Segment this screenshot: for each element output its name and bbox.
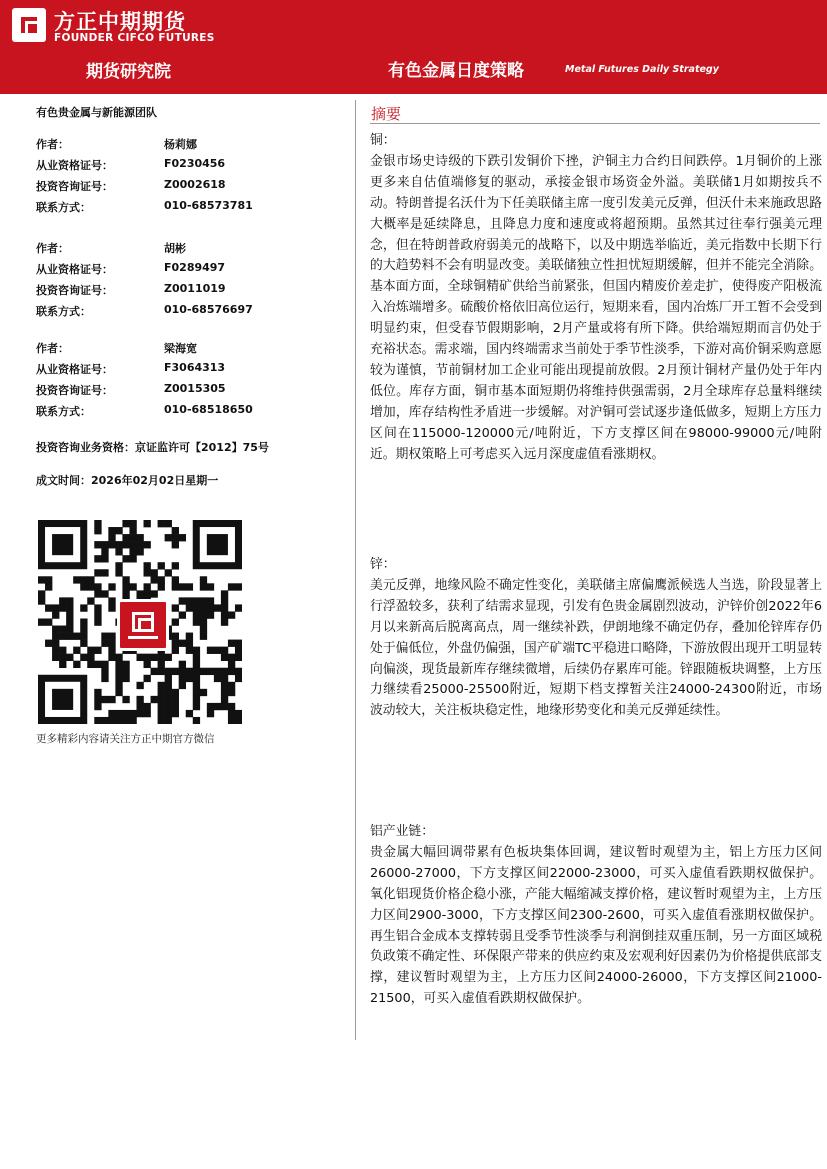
author-info-label: 联系方式： bbox=[36, 201, 91, 214]
team-name: 有色贵金属与新能源团队 bbox=[36, 106, 157, 119]
author-info-value: Z0015305 bbox=[164, 382, 226, 395]
author-info-label: 联系方式： bbox=[36, 405, 91, 418]
department-name: 期货研究院 bbox=[86, 62, 171, 82]
qr-caption: 更多精彩内容请关注方正中期官方微信 bbox=[36, 733, 215, 745]
author-info-label: 从业资格证号： bbox=[36, 363, 113, 376]
author-info-value: F0289497 bbox=[164, 261, 226, 274]
author-info-value: F3064313 bbox=[164, 361, 226, 374]
summary-rule bbox=[370, 123, 820, 124]
author-info-value: 杨莉娜 bbox=[164, 138, 197, 151]
author-info-label: 作者： bbox=[36, 342, 69, 355]
copper-body: 金银市场史诗级的下跌引发铜价下挫，沪铜主力合约日间跌停。1月铜价的上涨更多来自估值端修复的驱动，承接金银市场资金外溢。美联储1月如期按兵不动。特朗普提名沃什为下任美联储主席一度引发美元反弹，但沃什未来施政思路大概率是延续降息，且降息力度和速度或将超预期。虽然其过往奉行强美元理念，但在特朗普政府弱美元的战略下，以及中期选举临近，美元指数中长期下行的大趋势料不会有明显改变。美联储独立性担忧短期缓解，但并不能完全消除。基本面方面，全球铜精矿供给当前紧张，但国内精废价差走扩，使得废产阳极流入冶炼端增多。硫酸价格依旧高位运行，短期来看，国内冶炼厂开工暂不会受到明显约束，但受春节假期影响，2月产量或将有所下降。供给端短期而言仍处于充裕状态。需求端，国内终端需求当前处于季节性淡季，下游对高价铜采购意愿较为谨慎，节前铜材加工企业可能出现提前放假。2月预计铜材产量仍处于年内低位。库存方面，铜市基本面短期仍将维持供强需弱，2月全球库存总量料继续增加，库存结构性矛盾进一步缓解。对沪铜可尝试逐步逢低做多，短期上方压力区间在115000-120000元/吨附近，下方支撑区间在98000-99000元/吨附近。期权策略上可考虑买入远月深度虚值看涨期权。 bbox=[370, 153, 822, 462]
author-info-label: 从业资格证号： bbox=[36, 263, 113, 276]
registration-info: 投资咨询业务资格：京证监许可【2012】75号 bbox=[36, 441, 269, 454]
author-info-label: 投资咨询证号： bbox=[36, 384, 113, 397]
author-info-label: 投资咨询证号： bbox=[36, 180, 113, 193]
author-info-value: 010-68573781 bbox=[164, 199, 253, 212]
author-info-value: 胡彬 bbox=[164, 242, 186, 255]
author-info-label: 作者： bbox=[36, 138, 69, 151]
summary-title: 摘要 bbox=[371, 105, 402, 123]
wechat-qr-code[interactable] bbox=[38, 520, 242, 724]
report-header bbox=[0, 0, 827, 94]
author-info-value: 梁海宽 bbox=[164, 342, 197, 355]
author-info-label: 联系方式： bbox=[36, 305, 91, 318]
publish-date: 成文时间：2026年02月02日星期一 bbox=[36, 474, 219, 487]
author-info-label: 作者： bbox=[36, 242, 69, 255]
author-info-value: Z0011019 bbox=[164, 282, 226, 295]
copper-section bbox=[370, 131, 822, 466]
logo-chinese-name: 方正中期期货 bbox=[54, 10, 186, 34]
column-divider bbox=[355, 100, 356, 1040]
company-logo-icon bbox=[12, 8, 46, 42]
zinc-body: 美元反弹，地缘风险不确定性变化，美联储主席偏鹰派候选人当选，阶段显著上行浮盈较多，获利了结需求显现，引发有色贵金属剧烈波动，沪锌价创2022年6月以来新高后脱离高点，周一继续补跌，伊朗地缘不确定仍存，叠加伦锌库存仍处于偏低位，外盘仍偏强，国产矿端TC平稳进口略降，下游放假出现开工明显转向偏淡，现货最新库存继续微增，后续仍存累库可能。锌跟随板块调整，上方压力继续看25000-25500附近，短期下档支撑暂关注24000-24300附近，市场波动较大，关注板块稳定性，地缘形势变化和美元反弹延续性。 bbox=[370, 577, 822, 719]
qr-logo-icon bbox=[117, 599, 169, 651]
report-title: 有色金属日度策略 bbox=[388, 61, 524, 81]
author-info-value: F0230456 bbox=[164, 157, 226, 170]
aluminum-body: 贵金属大幅回调带累有色板块集体回调，建议暂时观望为主，铝上方压力区间26000-27000，下方支撑区间22000-23000，可买入虚值看跌期权做保护。氧化铝现货价格企稳小涨，产能大幅缩减支撑价格，建议暂时观望为主，上方压力区间2900-3000，下方支撑区间2300-2600，可买入虚值看涨期权做保护。再生铝合金成本支撑转弱且受季节性淡季与利润倒挂双重压制，另一方面区域税负政策不确定性、环保限产带来的供应约束及宏观利好因素仍为价格提供底部支撑，建议暂时观望为主，上方压力区间24000-26000，下方支撑区间21000-21500，可买入虚值看跌期权做保护。 bbox=[370, 844, 822, 1007]
author-info-value: 010-68518650 bbox=[164, 403, 253, 416]
author-info-label: 从业资格证号： bbox=[36, 159, 113, 172]
author-info-value: Z0002618 bbox=[164, 178, 226, 191]
report-title-english: Metal Futures Daily Strategy bbox=[565, 64, 719, 75]
zinc-heading: 锌： bbox=[370, 557, 396, 572]
author-info-label: 投资咨询证号： bbox=[36, 284, 113, 297]
aluminum-heading: 铝产业链： bbox=[370, 824, 434, 839]
logo-mark-icon bbox=[19, 15, 39, 35]
author-info-value: 010-68576697 bbox=[164, 303, 253, 316]
logo-english-name: FOUNDER CIFCO FUTURES bbox=[54, 32, 215, 44]
copper-heading: 铜： bbox=[370, 133, 396, 148]
aluminum-section bbox=[370, 822, 822, 1010]
zinc-section bbox=[370, 555, 822, 722]
